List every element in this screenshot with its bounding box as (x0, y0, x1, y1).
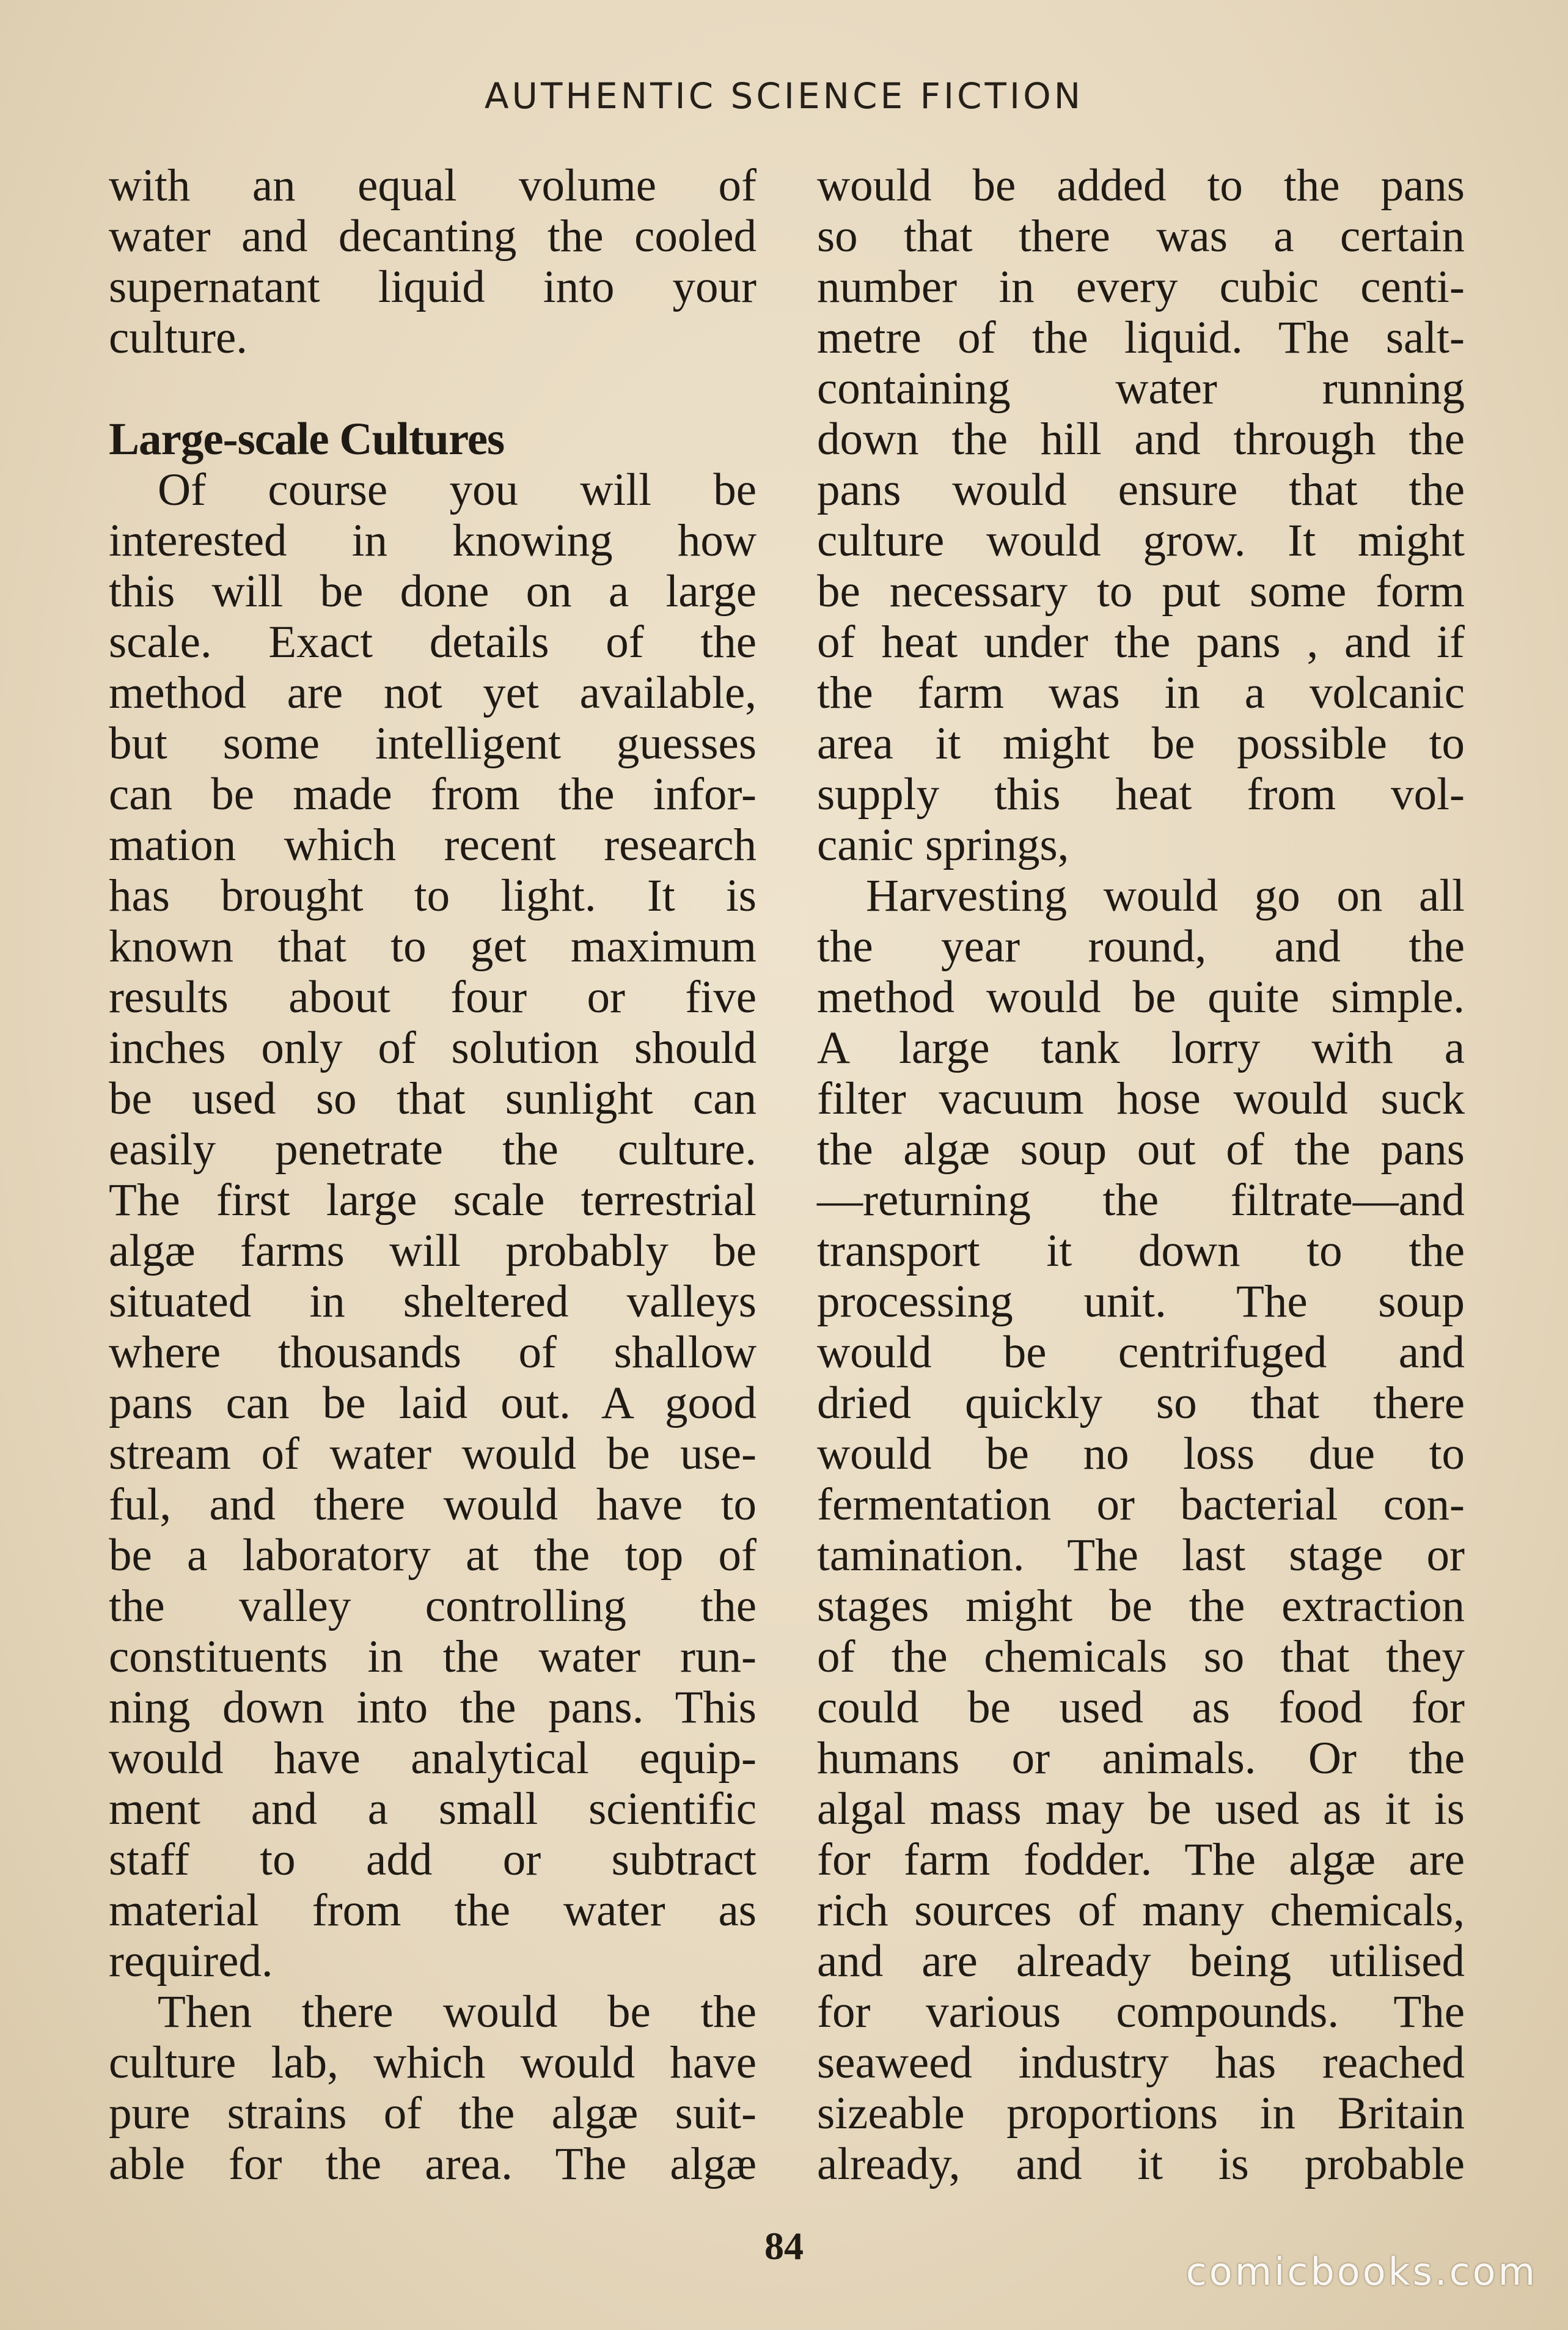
text-line: stream of water would be use- (109, 1428, 757, 1479)
text-line: but some intelligent guesses (109, 718, 757, 769)
text-line: —returning the filtrate—and (817, 1175, 1465, 1226)
text-line: for various compounds. The (817, 1986, 1465, 2037)
text-line: humans or animals. Or the (817, 1733, 1465, 1784)
text-line: can be made from the infor- (109, 769, 757, 820)
text-line: could be used as food for (817, 1682, 1465, 1733)
text-line: be a laboratory at the top of (109, 1530, 757, 1581)
text-line: pans can be laid out. A good (109, 1378, 757, 1428)
text-line: would be added to the pans (817, 160, 1465, 211)
text-line: The first large scale terrestrial (109, 1175, 757, 1226)
text-line: Then there would be the (158, 1986, 757, 2037)
text-line: ning down into the pans. This (109, 1682, 757, 1733)
text-line: where thousands of shallow (109, 1327, 757, 1378)
text-line: canic springs, (817, 820, 1069, 870)
text-line: fermentation or bacterial con- (817, 1479, 1465, 1530)
text-line: filter vacuum hose would suck (817, 1073, 1465, 1124)
text-line: supply this heat from vol- (817, 769, 1465, 820)
text-line: so that there was a certain (817, 211, 1465, 262)
text-line: algæ farms will probably be (109, 1226, 757, 1276)
text-line: seaweed industry has reached (817, 2037, 1465, 2088)
text-line: Of course you will be (158, 465, 757, 515)
text-line: transport it down to the (817, 1226, 1465, 1276)
text-line: this will be done on a large (109, 566, 757, 617)
text-line: A large tank lorry with a (817, 1023, 1465, 1073)
text-line: situated in sheltered valleys (109, 1276, 757, 1327)
text-line: sizeable proportions in Britain (817, 2088, 1465, 2139)
text-line: interested in knowing how (109, 515, 757, 566)
text-line: the farm was in a volcanic (817, 667, 1465, 718)
section-heading: Large-scale Cultures (109, 414, 505, 465)
text-line: the algæ soup out of the pans (817, 1124, 1465, 1175)
text-line: able for the area. The algæ (109, 2139, 757, 2189)
text-line: area it might be possible to (817, 718, 1465, 769)
text-line: pure strains of the algæ suit- (109, 2088, 757, 2139)
text-line: pans would ensure that the (817, 465, 1465, 515)
text-line: scale. Exact details of the (109, 617, 757, 667)
text-line: algal mass may be used as it is (817, 1784, 1465, 1834)
text-line: culture lab, which would have (109, 2037, 757, 2088)
left-column (109, 160, 757, 2189)
text-line: ful, and there would have to (109, 1479, 757, 1530)
text-line: for farm fodder. The algæ are (817, 1834, 1465, 1885)
text-line: would be no loss due to (817, 1428, 1465, 1479)
text-line: culture. (109, 312, 247, 363)
text-line: metre of the liquid. The salt- (817, 312, 1465, 363)
text-line: known that to get maximum (109, 921, 757, 972)
text-line: of heat under the pans , and if (817, 617, 1465, 667)
text-line: results about four or five (109, 972, 757, 1023)
text-line: easily penetrate the culture. (109, 1124, 757, 1175)
text-line: has brought to light. It is (109, 870, 757, 921)
text-line: culture would grow. It might (817, 515, 1465, 566)
text-line: Harvesting would go on all (866, 870, 1465, 921)
text-line: rich sources of many chemicals, (817, 1885, 1465, 1936)
text-line: processing unit. The soup (817, 1276, 1465, 1327)
text-line: and are already being utilised (817, 1936, 1465, 1986)
page-number: 84 (764, 2224, 804, 2268)
text-line: stages might be the extraction (817, 1581, 1465, 1631)
text-line: method are not yet available, (109, 667, 757, 718)
text-line: be used so that sunlight can (109, 1073, 757, 1124)
text-line: required. (109, 1936, 273, 1986)
text-line: be necessary to put some form (817, 566, 1465, 617)
watermark: comicbooks.com (1185, 2249, 1537, 2294)
text-line: the valley controlling the (109, 1581, 757, 1631)
text-line: would have analytical equip- (109, 1733, 757, 1784)
text-line: constituents in the water run- (109, 1631, 757, 1682)
text-line: tamination. The last stage or (817, 1530, 1465, 1581)
running-head: AUTHENTIC SCIENCE FICTION (484, 75, 1084, 117)
right-column (817, 160, 1465, 2189)
text-line: supernatant liquid into your (109, 262, 757, 312)
text-line: the year round, and the (817, 921, 1465, 972)
text-line: water and decanting the cooled (109, 211, 757, 262)
text-line: number in every cubic centi- (817, 262, 1465, 312)
text-line: material from the water as (109, 1885, 757, 1936)
text-line: down the hill and through the (817, 414, 1465, 465)
text-line: with an equal volume of (109, 160, 757, 211)
text-line: dried quickly so that there (817, 1378, 1465, 1428)
text-line: staff to add or subtract (109, 1834, 757, 1885)
text-line: mation which recent research (109, 820, 757, 870)
paragraph-gap (109, 363, 757, 414)
text-line: containing water running (817, 363, 1465, 414)
text-line: method would be quite simple. (817, 972, 1465, 1023)
text-line: inches only of solution should (109, 1023, 757, 1073)
text-line: of the chemicals so that they (817, 1631, 1465, 1682)
text-line: ment and a small scientific (109, 1784, 757, 1834)
text-line: would be centrifuged and (817, 1327, 1465, 1378)
text-line: already, and it is probable (817, 2139, 1465, 2189)
